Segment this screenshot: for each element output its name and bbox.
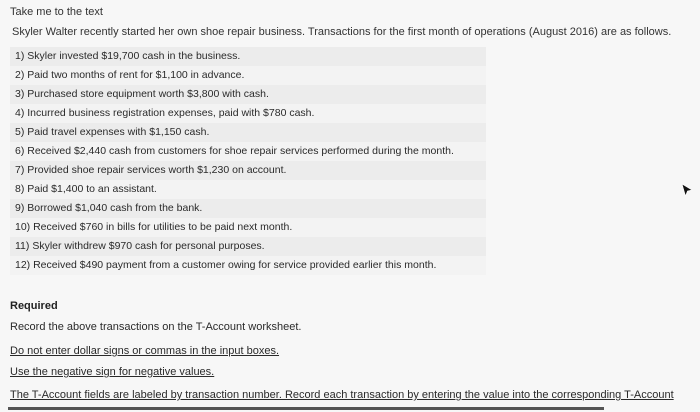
transaction-item-4: 4) Incurred business registration expenses, paid with $780 cash. [10,104,486,123]
transaction-item-6: 6) Received $2,440 cash from customers for shoe repair services performed during the month. [10,142,486,161]
transaction-item-3: 3) Purchased store equipment worth $3,800 with cash. [10,85,486,104]
transaction-item-1: 1) Skyler invested $19,700 cash in the business. [10,47,486,66]
transaction-item-2: 2) Paid two months of rent for $1,100 in advance. [10,66,486,85]
mouse-pointer-icon [681,183,693,197]
transaction-item-10: 10) Received $760 in bills for utilities to be paid next month. [10,218,486,237]
transaction-item-9: 9) Borrowed $1,040 cash from the bank. [10,199,486,218]
instruction-record: Record the above transactions on the T-Account worksheet. [10,321,302,333]
take-me-to-text-link[interactable]: Take me to the text [10,6,103,18]
transaction-list [10,47,486,275]
transaction-item-5: 5) Paid travel expenses with $1,150 cash. [10,123,486,142]
instruction-negative-sign: Use the negative sign for negative values. [10,366,215,378]
transaction-item-8: 8) Paid $1,400 to an assistant. [10,180,486,199]
transaction-item-11: 11) Skyler withdrew $970 cash for personal purposes. [10,237,486,256]
horizontal-scrollbar[interactable] [8,407,604,410]
instruction-t-account-fields: The T-Account fields are labeled by transaction number. Record each transaction by entering the value into the corresponding T-Account [10,389,674,401]
instruction-no-dollar-signs: Do not enter dollar signs or commas in the input boxes. [10,345,280,357]
required-heading: Required [10,300,58,312]
transaction-item-12: 12) Received $490 payment from a customer owing for service provided earlier this month. [10,256,486,275]
problem-intro: Skyler Walter recently started her own shoe repair business. Transactions for the first month of operations (August 2016) are as follows. [12,26,672,38]
transaction-item-7: 7) Provided shoe repair services worth $1,230 on account. [10,161,486,180]
